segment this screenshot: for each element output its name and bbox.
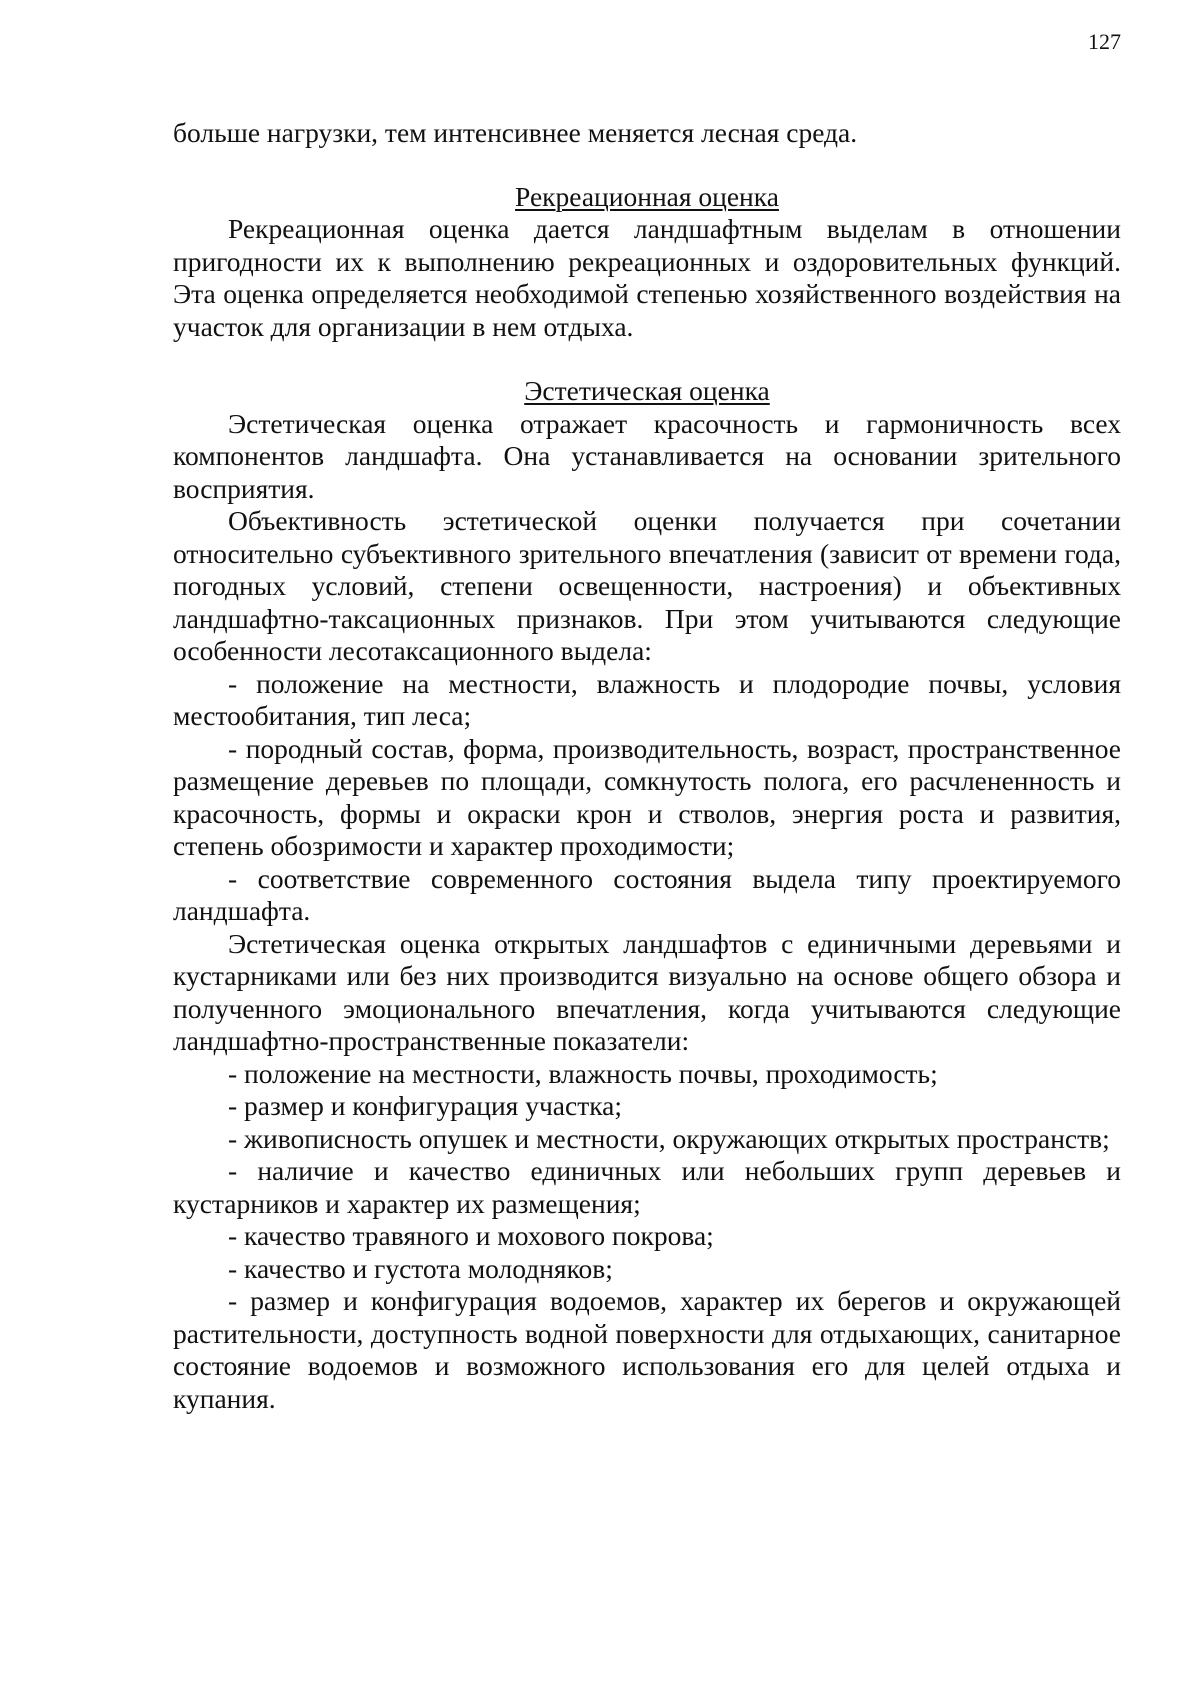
spacer — [173, 343, 1121, 375]
section-heading-recreational — [173, 181, 1121, 214]
page-body — [173, 117, 1121, 1415]
section-heading-recreational-text: Рекреационная оценка — [515, 180, 779, 212]
page-number: 127 — [1088, 29, 1121, 54]
paragraph: Эстетическая оценка открытых ландшафтов с единичными деревьями и кустарниками или без них производится визуально на основе общего обзора и полученного эмоционального впечатления, когда учитываются следующие ландшафтно-пространственные показатели: — [173, 927, 1121, 1056]
section-heading-aesthetic — [173, 375, 1121, 408]
list-item: - положение на местности, влажность и плодородие почвы, условия местообитания, тип леса; — [173, 667, 1121, 731]
section-heading-aesthetic-text: Эстетическая оценка — [524, 375, 770, 406]
list-item: - размер и конфигурация участка; — [228, 1090, 622, 1121]
paragraph: Эстетическая оценка отражает красочность и гармоничность всех компонентов ландшафта. Она устанавливается на основании зрительного восприятия. — [173, 407, 1121, 504]
list-item: - наличие и качество единичных или небольших групп деревьев и кустарников и характер их размещения; — [173, 1155, 1121, 1219]
list-item: - породный состав, форма, производительность, возраст, пространственное размещение деревьев по площади, сомкнутость полога, его расчлененность и красочность, формы и окраски крон и стволов, энергия роста и развития, степень обозримости и характер проходимости; — [173, 732, 1121, 861]
list-item: - размер и конфигурация водоемов, характер их берегов и окружающей растительности, доступность водной поверхности для отдыхающих, санитарное состояние водоемов и возможного использования его для целей отдыха и купания. — [173, 1285, 1121, 1414]
spacer — [173, 150, 1121, 181]
paragraph: Объективность эстетической оценки получается при сочетании относительно субъективного зрительного впечатления (зависит от времени года, погодных условий, степени освещенности, настроения) и объективных ландшафтно-таксационных признаков. При этом учитываются следующие особенности лесотаксационного выдела: — [173, 505, 1121, 666]
list-item: - соответствие современного состояния выдела типу проектируемого ландшафта. — [173, 862, 1121, 926]
list-item: - качество и густота молодняков; — [228, 1252, 613, 1284]
list-item: - живописность опушек и местности, окружающих открытых пространств; — [228, 1122, 1110, 1154]
list-item: - качество травяного и мохового покрова; — [228, 1220, 714, 1251]
intro-line: больше нагрузки, тем интенсивнее меняется лесная среда. — [173, 117, 858, 148]
list-item: - положение на местности, влажность почвы, проходимость; — [228, 1057, 938, 1089]
paragraph-recreational: Рекреационная оценка дается ландшафтным выделам в отношении пригодности их к выполнению рекреационных и оздоровительных функций. Эта оценка определяется необходимой степенью хозяйственного воздействия на участок для организации в нем отдыха. — [173, 213, 1121, 342]
